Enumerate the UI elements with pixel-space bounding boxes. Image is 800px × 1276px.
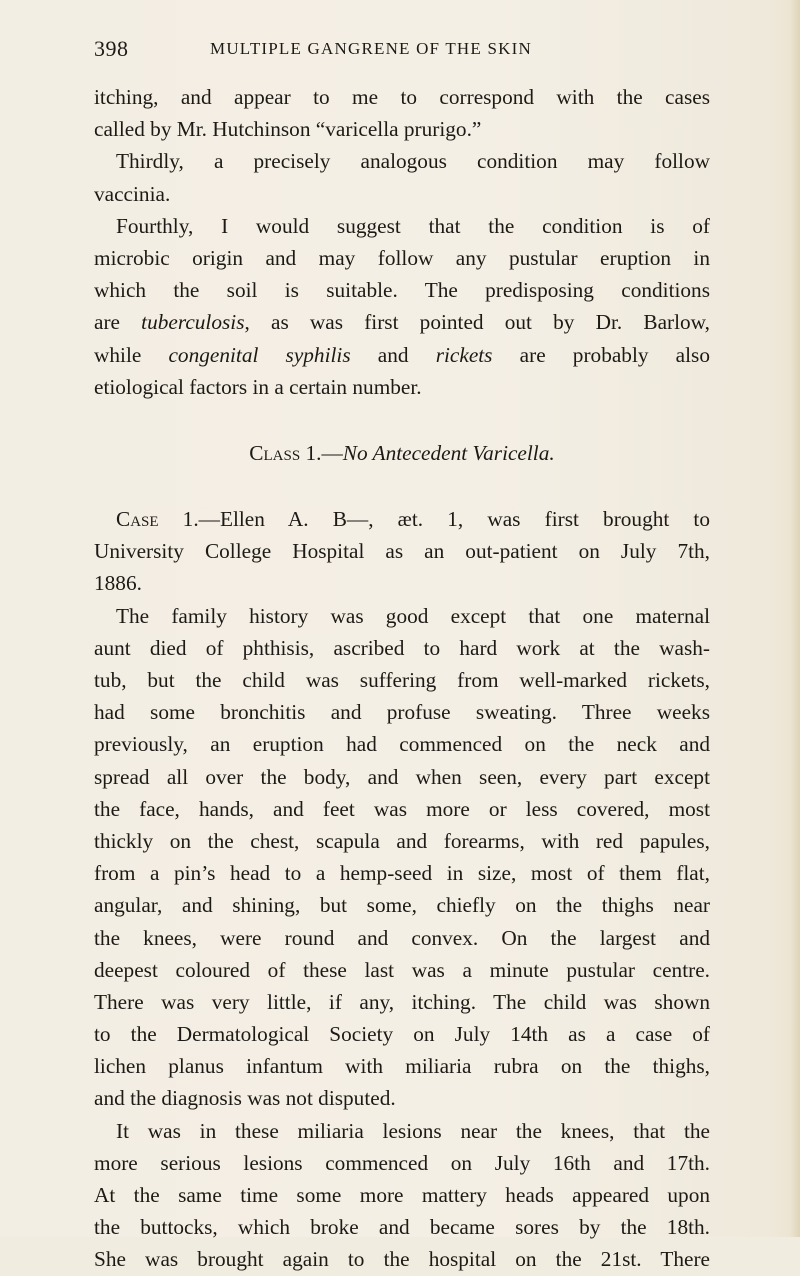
text-line: The family history was good except that one maternal xyxy=(116,603,710,628)
text-line: more serious lesions commenced on July 16th and 17th. xyxy=(94,1150,710,1175)
text-line: spread all over the body, and when seen, every part except xyxy=(94,764,710,789)
page-header xyxy=(94,36,710,62)
class-title: No Antecedent Varicella. xyxy=(342,440,555,465)
italic-term: rickets xyxy=(435,342,493,367)
text-span: are probably also xyxy=(492,342,710,367)
text-line: from a pin’s head to a hemp-seed in size, most of them flat, xyxy=(94,861,710,886)
text-line xyxy=(94,339,710,371)
text-line: Fourthly, I would suggest that the condition is of xyxy=(116,213,710,238)
text-line xyxy=(94,306,710,338)
text-line: which the soil is suitable. The predisposing conditions xyxy=(94,278,710,303)
text-line: previously, an eruption had commenced on the neck and xyxy=(94,732,710,757)
text-line: 1886. xyxy=(94,571,142,596)
text-line: aunt died of phthisis, ascribed to hard work at the wash- xyxy=(94,635,710,660)
text-line: itching, and appear to me to correspond with the cases xyxy=(94,85,710,109)
text-span: , as was first pointed out by Dr. Barlow, xyxy=(244,310,710,335)
text-span: and xyxy=(350,342,436,367)
text-line: deepest coloured of these last was a minute pustular centre. xyxy=(94,957,710,982)
running-head: MULTIPLE GANGRENE OF THE SKIN xyxy=(210,39,532,58)
text-line: vaccinia. xyxy=(94,181,171,206)
text-line: University College Hospital as an out-patient on July 7th, xyxy=(94,539,710,564)
text-line: called by Mr. Hutchinson “varicella prurigo.” xyxy=(94,117,482,142)
spacer xyxy=(94,403,710,437)
text-line: lichen planus infantum with miliaria rubra on the thighs, xyxy=(94,1054,710,1079)
text-line: had some bronchitis and profuse sweating. Three weeks xyxy=(94,700,710,725)
text-line: the knees, were round and convex. On the largest and xyxy=(94,925,710,950)
text-line: microbic origin and may follow any pustular eruption in xyxy=(94,245,710,270)
text-line: At the same time some more mattery heads appeared upon xyxy=(94,1183,710,1207)
text-line: angular, and shining, but some, chiefly on the thighs near xyxy=(94,893,710,918)
text-span: are xyxy=(94,310,142,335)
text-line: and the diagnosis was not disputed. xyxy=(94,1086,396,1111)
case-label: Case xyxy=(116,507,159,532)
text-line: thickly on the chest, scapula and forearms, with red papules, xyxy=(94,828,710,853)
italic-term: tuberculosis xyxy=(141,310,245,335)
text-line: She was brought again to the hospital on the 21st. There xyxy=(94,1247,710,1272)
text-line: the buttocks, which broke and became sores by the 18th. xyxy=(94,1215,710,1240)
page-number: 398 xyxy=(94,36,129,61)
text-span: 1.—Ellen A. B—, æt. 1, was first brought to xyxy=(158,507,710,532)
page-edge-shadow xyxy=(790,0,800,1237)
text-line xyxy=(94,503,710,535)
text-line: tub, but the child was suffering from well-marked rickets, xyxy=(94,668,710,692)
text-line: It was in these miliaria lesions near the knees, that the xyxy=(116,1118,710,1143)
body-text xyxy=(94,81,710,1276)
text-line: There was very little, if any, itching. The child was shown xyxy=(94,989,710,1014)
text-line: etiological factors in a certain number. xyxy=(94,374,422,399)
text-line: the face, hands, and feet was more or less covered, most xyxy=(94,796,710,821)
text-line: Thirdly, a precisely analogous condition may follow xyxy=(116,149,710,174)
text-span: while xyxy=(94,342,169,367)
section-heading xyxy=(94,437,710,469)
class-label: Class 1.— xyxy=(249,440,343,465)
intro-paragraphs xyxy=(94,81,710,403)
case-paragraphs xyxy=(94,503,710,1276)
spacer xyxy=(94,469,710,503)
italic-term: congenital syphilis xyxy=(168,342,351,367)
text-line: to the Dermatological Society on July 14th as a case of xyxy=(94,1022,710,1047)
